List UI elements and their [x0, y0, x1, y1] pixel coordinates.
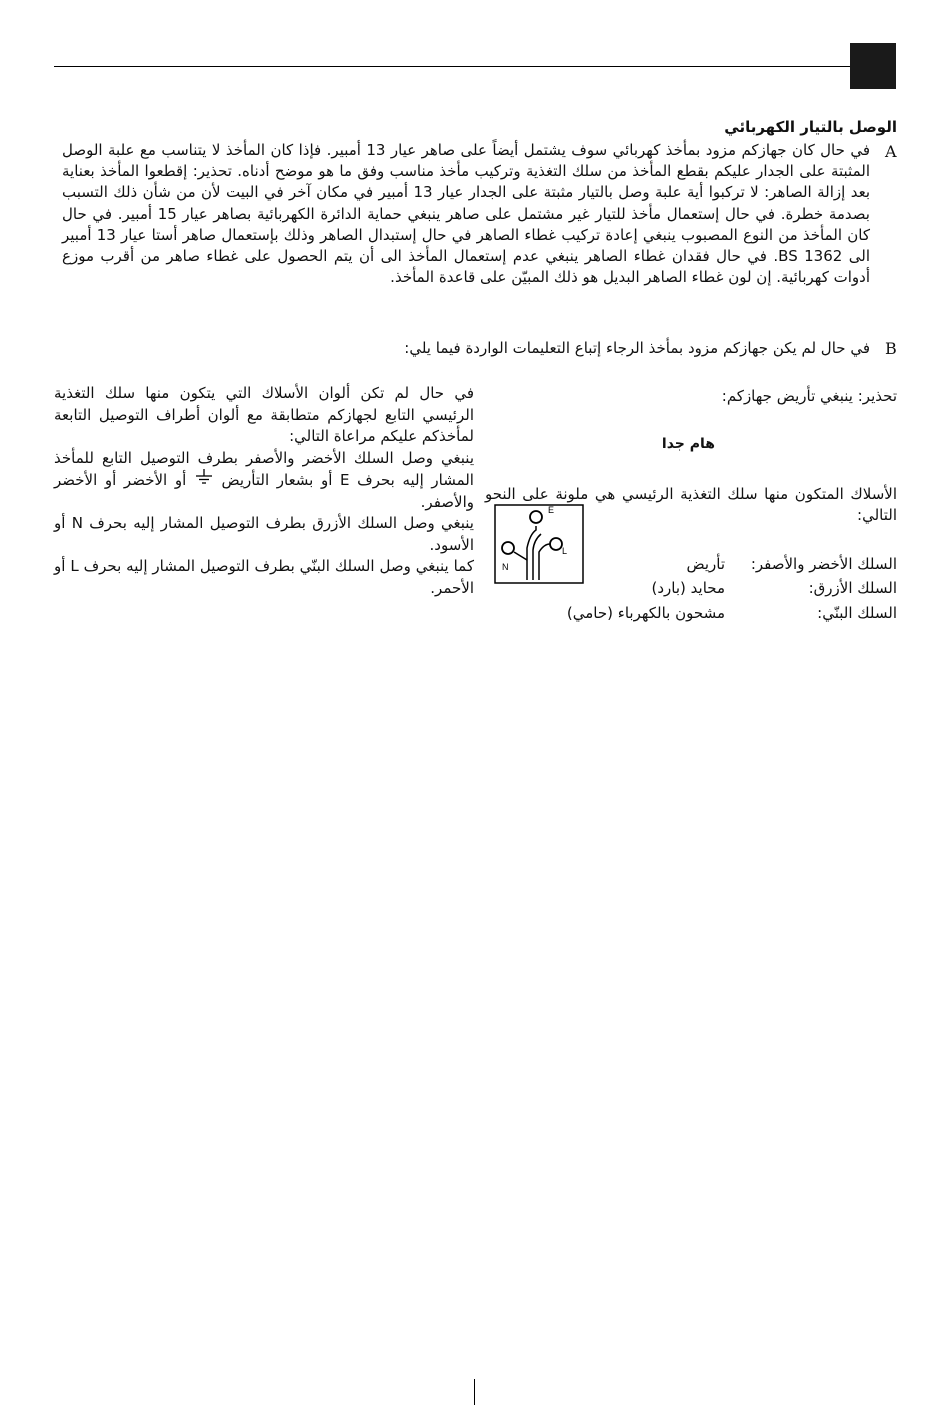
wire-role: محايد (بارد): [651, 579, 725, 597]
neutral-terminal: [502, 542, 514, 554]
instruction-earth-text: ينبغي وصل السلك الأخضر والأصفر بطرف التوصيل التابع للمأخذ المشار إليه بحرف E أو بشعار التأريض: [54, 448, 474, 489]
wire-name: السلك البنّي:: [817, 604, 897, 622]
wire-row-neutral: [652, 578, 897, 599]
wire-name: السلك الأزرق:: [808, 579, 897, 597]
paragraph-b: في حال لم يكن جهازكم مزود بمأخذ الرجاء إتباع التعليمات الواردة فيما يلي:: [404, 339, 870, 357]
plug-wiring-diagram: [494, 504, 584, 584]
wire-row-earth: [686, 554, 897, 575]
instruction-colors-mismatch: في حال لم تكن ألوان الأسلاك التي يتكون منها سلك التغذية الرئيسي التابع لجهازكم متطابقة مع ألوان أطراف التوصيل التابعة لمأخذكم عليكم مراعاة التالي:: [54, 384, 474, 445]
important-heading: هام جدا: [661, 436, 715, 452]
paragraph-a: في حال كان جهازكم مزود بمأخذ كهربائي سوف يشتمل أيضاً على صاهر عيار 13 أمبير. فإذا كان المأخذ لا يتناسب مع علبة الوصل المثبتة على الجدار عليكم بقطع المأخذ من سلك التغذية وتركيب مأخذ مناسب وفق ما هو موضح أدناه. تحذير: إقطعوا المأخذ بعناية بعد إزالة الصاهر: لا تركبوا أية علبة وصل بالتيار مثبتة على الجدار عيار 13 أمبير في مكان آخر في البيت لأن من شأن ذلك التسبب بصدمة خطرة. في حال إستعمال مأخذ للتيار غير مشتمل على صاهر ينبغي حماية الدائرة الكهربائية بصاهر عيار 15 أمبير. في حال كان المأخذ من النوع المصبوب ينبغي إعادة تركيب غطاء الصاهر في حال إستبدال الصاهر وذلك بإستعمال صاهر أستا عيار 13 أمبير الى BS 1362. في حال فقدان غطاء الصاهر ينبغي عدم إستعمال المأخذ الى أن يتم الحصول على غطاء صاهر من أقرب موزع أدوات كهربائية. إن لون غطاء الصاهر البديل هو ذلك المبيّن على قاعدة المأخذ.: [62, 141, 871, 287]
wire-row-live: [567, 603, 897, 624]
wire-name: السلك الأخضر والأصفر:: [750, 555, 897, 573]
page-tab-marker: [850, 43, 896, 89]
diagram-label-n: N: [502, 562, 509, 572]
instruction-live-wire: كما ينبغي وصل السلك البنّي بطرف التوصيل المشار إليه بحرف L أو الأحمر.: [54, 557, 474, 597]
diagram-label-l: L: [562, 546, 568, 556]
header-rule: [54, 66, 896, 67]
earthing-warning: تحذير: ينبغي تأريض جهازكم:: [721, 387, 897, 405]
earth-terminal: [530, 511, 542, 523]
wire-role: تأريض: [686, 555, 725, 573]
section-title: الوصل بالتيار الكهربائي: [724, 118, 897, 136]
wire-colors-intro: الأسلاك المتكون منها سلك التغذية الرئيسي هي ملونة على النحو التالي:: [485, 485, 897, 524]
paragraph-marker-b: B: [885, 339, 897, 358]
footer-divider: [474, 1379, 475, 1405]
wire-role: مشحون بالكهرباء (حامي): [566, 604, 725, 622]
instruction-earth-text-end: أو الأخضر أو الأخضر والأصفر.: [54, 470, 474, 511]
earth-symbol-icon: [194, 469, 214, 492]
instruction-earth-wire: [54, 448, 474, 514]
plug-wiring-svg: [494, 504, 584, 584]
paragraph-marker-a: A: [885, 142, 897, 161]
instruction-neutral-wire: ينبغي وصل السلك الأزرق بطرف التوصيل المشار إليه بحرف N أو الأسود.: [54, 514, 474, 554]
live-terminal: [550, 538, 562, 550]
diagram-label-e: E: [548, 505, 555, 515]
connection-instructions: [54, 383, 474, 599]
